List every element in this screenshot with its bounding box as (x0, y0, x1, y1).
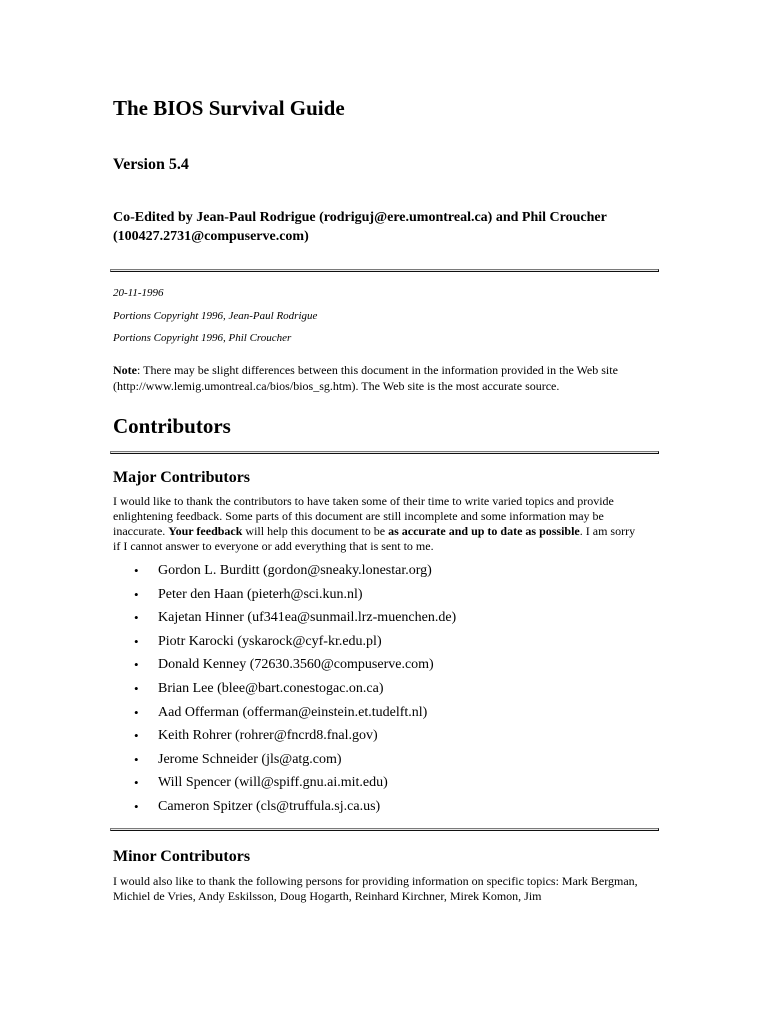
list-item: • Piotr Karocki (yskarock@cyf-kr.edu.pl) (134, 632, 456, 656)
horizontal-rule (110, 451, 659, 454)
document-title: The BIOS Survival Guide (113, 96, 345, 120)
bullet-icon: • (134, 563, 139, 578)
list-item: • Brian Lee (blee@bart.conestogac.on.ca) (134, 679, 456, 703)
minor-contributors-text: I would also like to thank the following persons for providing information on specific topics: Mark Bergman, Michiel de Vries, Andy Eskilsson, Doug Hogarth, Reinhard Kirchner, Mirek Komon, Jim (113, 874, 638, 903)
document-date: 20-11-1996 (113, 287, 164, 299)
list-item: • Will Spencer (will@spiff.gnu.ai.mit.edu) (134, 773, 456, 797)
horizontal-rule (110, 269, 659, 272)
note-text: : There may be slight differences between this document in the information provided in the Web site (http://www.lemig.umontreal.ca/bios/bios_sg.htm). The Web site is the most accurate source. (113, 363, 618, 393)
major-contributors-heading: Major Contributors (113, 469, 251, 486)
copyright-line: Portions Copyright 1996, Phil Croucher (113, 332, 292, 344)
horizontal-rule (110, 828, 659, 831)
list-item: • Cameron Spitzer (cls@truffula.sj.ca.us) (134, 797, 456, 821)
contributors-heading: Contributors (113, 414, 231, 438)
list-item: • Jerome Schneider (jls@atg.com) (134, 750, 456, 774)
bullet-icon: • (134, 586, 139, 602)
minor-contributors-heading: Minor Contributors (113, 848, 251, 865)
bullet-icon: • (134, 775, 139, 791)
editors-line: Co-Edited by Jean-Paul Rodrigue (rodriguj@ere.umontreal.ca) and Phil Croucher (100427.2731@compuserve.com) (113, 210, 607, 244)
bullet-icon: • (134, 751, 139, 767)
note-paragraph (113, 362, 653, 394)
major-contributors-list (134, 561, 456, 821)
bullet-icon: • (134, 633, 139, 649)
bullet-icon: • (134, 728, 139, 744)
list-item: • Gordon L. Burditt (gordon@sneaky.lonestar.org) (134, 561, 456, 585)
document-version: Version 5.4 (113, 156, 189, 173)
bullet-icon: • (134, 798, 139, 814)
list-item: • Kajetan Hinner (uf341ea@sunmail.lrz-muenchen.de) (134, 608, 456, 632)
major-contributors-intro: I would like to thank the contributors to have taken some of their time to write varied topics and provide enlightening feedback. Some parts of this document are still incomplete and some information may be inaccurate. Your feedback will help this document to be as accurate and up to date as possible. I am sorry if I cannot answer to everyone or add everything that is sent to me. (113, 494, 636, 553)
copyright-line: Portions Copyright 1996, Jean-Paul Rodrigue (113, 310, 318, 322)
bullet-icon: • (134, 680, 139, 696)
list-item: • Aad Offerman (offerman@einstein.et.tudelft.nl) (134, 703, 456, 727)
bullet-icon: • (134, 610, 139, 626)
bullet-icon: • (134, 657, 139, 673)
list-item: • Donald Kenney (72630.3560@compuserve.com) (134, 655, 456, 679)
list-item: • Peter den Haan (pieterh@sci.kun.nl) (134, 585, 456, 609)
bullet-icon: • (134, 704, 139, 720)
list-item: • Keith Rohrer (rohrer@fncrd8.fnal.gov) (134, 726, 456, 750)
note-label: Note (113, 363, 137, 377)
